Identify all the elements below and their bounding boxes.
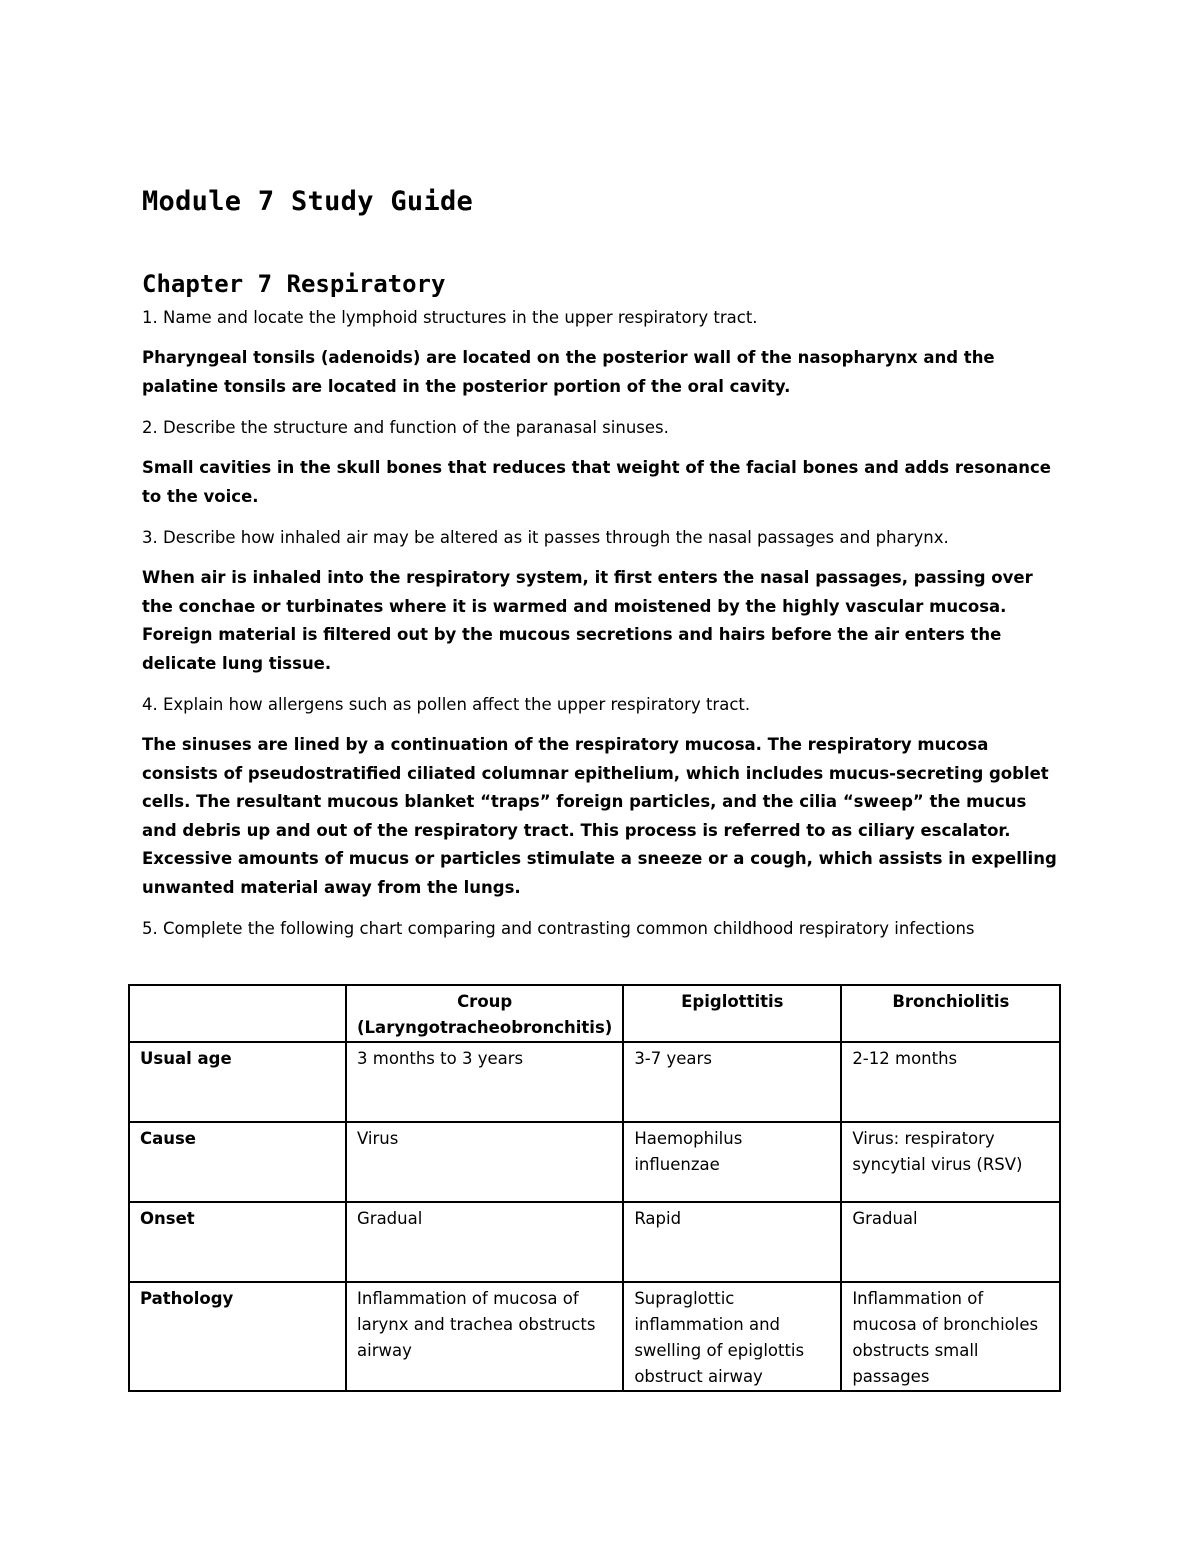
table-cell: 2-12 months xyxy=(841,1042,1060,1122)
question-4: 4. Explain how allergens such as pollen affect the upper respiratory tract. xyxy=(142,695,751,714)
table-row xyxy=(129,1202,1060,1282)
row-label-onset: Onset xyxy=(129,1202,346,1282)
table-cell: Inflammation of mucosa of larynx and trachea obstructs airway xyxy=(346,1282,623,1391)
question-5: 5. Complete the following chart comparing and contrasting common childhood respiratory infections xyxy=(142,919,975,938)
chapter-title: Chapter 7 Respiratory xyxy=(142,270,446,298)
table-cell: Virus: respiratory syncytial virus (RSV) xyxy=(841,1122,1060,1202)
table-cell: Gradual xyxy=(346,1202,623,1282)
table-cell: Gradual xyxy=(841,1202,1060,1282)
table-cell: Inflammation of mucosa of bronchioles obstructs small passages xyxy=(841,1282,1060,1391)
answer-1: Pharyngeal tonsils (adenoids) are located on the posterior wall of the nasopharynx and the palatine tonsils are located in the posterior portion of the oral cavity. xyxy=(142,348,995,396)
table-cell: Rapid xyxy=(623,1202,841,1282)
answer-3: When air is inhaled into the respiratory system, it first enters the nasal passages, passing over the conchae or turbinates where it is warmed and moistened by the highly vascular mucosa. Foreign material is filtered out by the mucous secretions and hairs before the air enters the delicate lung tissue. xyxy=(142,568,1033,673)
study-questions xyxy=(142,304,1062,955)
question-3: 3. Describe how inhaled air may be altered as it passes through the nasal passages and pharynx. xyxy=(142,528,949,547)
table-cell: Supraglottic inflammation and swelling of epiglottis obstruct airway xyxy=(623,1282,841,1391)
table-row xyxy=(129,1282,1060,1391)
table-cell: 3 months to 3 years xyxy=(346,1042,623,1122)
table-row xyxy=(129,1122,1060,1202)
table-header-row xyxy=(129,985,1060,1042)
document-title: Module 7 Study Guide xyxy=(142,186,474,217)
infections-comparison-table xyxy=(128,984,1061,1392)
question-2: 2. Describe the structure and function of the paranasal sinuses. xyxy=(142,418,669,437)
answer-4: The sinuses are lined by a continuation of the respiratory mucosa. The respiratory mucosa consists of pseudostratified ciliated columnar epithelium, which includes mucus-secreting goblet cells. The resultant mucous blanket “traps” foreign particles, and the cilia “sweep” the mucus and debris up and out of the respiratory tract. This process is referred to as ciliary escalator. Excessive amounts of mucus or particles stimulate a sneeze or a cough, which assists in expelling unwanted material away from the lungs. xyxy=(142,735,1057,897)
table-header-croup: Croup (Laryngotracheobronchitis) xyxy=(346,985,623,1042)
table-header-epiglottitis: Epiglottitis xyxy=(623,985,841,1042)
table-cell: Haemophilus influenzae xyxy=(623,1122,841,1202)
table-row xyxy=(129,1042,1060,1122)
answer-2: Small cavities in the skull bones that reduces that weight of the facial bones and adds resonance to the voice. xyxy=(142,458,1051,506)
row-label-pathology: Pathology xyxy=(129,1282,346,1391)
table-header-cell xyxy=(129,985,346,1042)
row-label-cause: Cause xyxy=(129,1122,346,1202)
row-label-usual-age: Usual age xyxy=(129,1042,346,1122)
table-header-bronchiolitis: Bronchiolitis xyxy=(841,985,1060,1042)
table-cell: Virus xyxy=(346,1122,623,1202)
question-1: 1. Name and locate the lymphoid structures in the upper respiratory tract. xyxy=(142,308,758,327)
table-cell: 3-7 years xyxy=(623,1042,841,1122)
